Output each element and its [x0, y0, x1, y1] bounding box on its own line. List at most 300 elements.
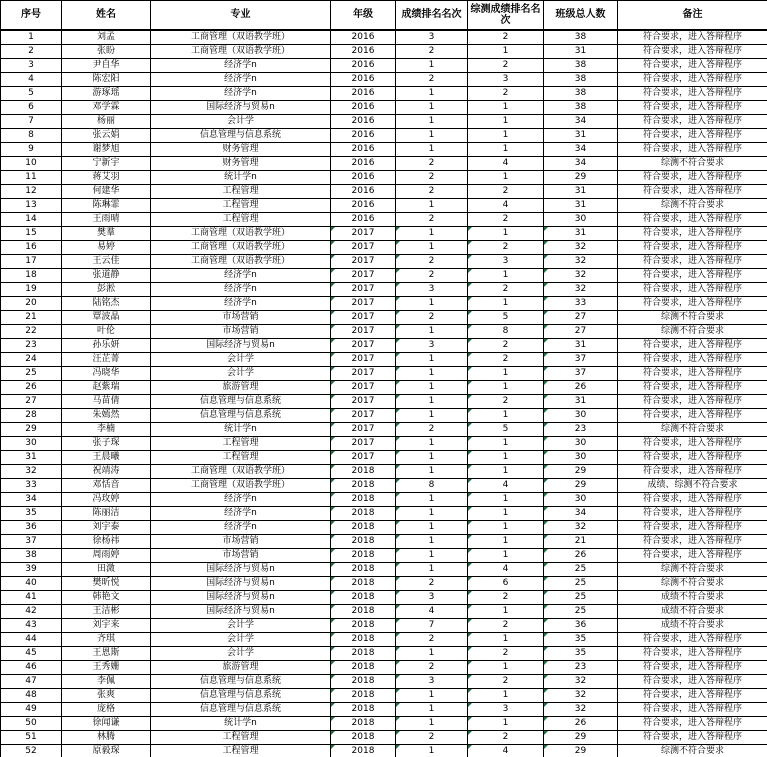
cell-score-rank[interactable]: 1 [396, 353, 468, 367]
cell-grade[interactable]: 2018 [331, 689, 396, 703]
cell-remark[interactable]: 符合要求，进入答辩程序 [618, 689, 767, 703]
cell-grade[interactable]: 2018 [331, 479, 396, 493]
cell-comprehensive-rank[interactable]: 2 [468, 591, 544, 605]
cell-comprehensive-rank[interactable]: 1 [468, 381, 544, 395]
cell-score-rank[interactable]: 3 [396, 339, 468, 353]
cell-index[interactable]: 4 [1, 73, 62, 87]
cell-major[interactable]: 工程管理 [151, 451, 331, 465]
cell-remark[interactable]: 符合要求，进入答辩程序 [618, 339, 767, 353]
cell-major[interactable]: 会计学 [151, 115, 331, 129]
cell-grade[interactable]: 2017 [331, 437, 396, 451]
cell-remark[interactable]: 符合要求，进入答辩程序 [618, 241, 767, 255]
cell-major[interactable]: 经济学n [151, 269, 331, 283]
col-header-class-size[interactable]: 班级总人数 [544, 1, 618, 31]
cell-index[interactable]: 3 [1, 59, 62, 73]
cell-grade[interactable]: 2018 [331, 563, 396, 577]
cell-major[interactable]: 经济学n [151, 87, 331, 101]
cell-major[interactable]: 工商管理（双语教学班） [151, 30, 331, 45]
cell-grade[interactable]: 2016 [331, 45, 396, 59]
cell-score-rank[interactable]: 2 [396, 213, 468, 227]
cell-class-size[interactable]: 31 [544, 227, 618, 241]
cell-comprehensive-rank[interactable]: 1 [468, 633, 544, 647]
cell-major[interactable]: 市场营销 [151, 549, 331, 563]
cell-index[interactable]: 47 [1, 675, 62, 689]
cell-score-rank[interactable]: 1 [396, 199, 468, 213]
cell-comprehensive-rank[interactable]: 3 [468, 73, 544, 87]
cell-name[interactable]: 周雨婷 [62, 549, 151, 563]
cell-name[interactable]: 彭淞 [62, 283, 151, 297]
cell-major[interactable]: 工商管理（双语教学班） [151, 255, 331, 269]
cell-score-rank[interactable]: 1 [396, 493, 468, 507]
cell-index[interactable]: 31 [1, 451, 62, 465]
cell-remark[interactable]: 综测不符合要求 [618, 423, 767, 437]
cell-score-rank[interactable]: 1 [396, 437, 468, 451]
cell-remark[interactable]: 符合要求，进入答辩程序 [618, 381, 767, 395]
cell-name[interactable]: 刘宇来 [62, 619, 151, 633]
cell-remark[interactable]: 综测不符合要求 [618, 311, 767, 325]
cell-index[interactable]: 52 [1, 745, 62, 757]
cell-score-rank[interactable]: 1 [396, 451, 468, 465]
cell-comprehensive-rank[interactable]: 1 [468, 297, 544, 311]
cell-comprehensive-rank[interactable]: 1 [468, 115, 544, 129]
cell-grade[interactable]: 2016 [331, 185, 396, 199]
cell-grade[interactable]: 2016 [331, 30, 396, 45]
cell-grade[interactable]: 2018 [331, 507, 396, 521]
cell-comprehensive-rank[interactable]: 4 [468, 479, 544, 493]
cell-index[interactable]: 13 [1, 199, 62, 213]
cell-class-size[interactable]: 25 [544, 563, 618, 577]
cell-class-size[interactable]: 38 [544, 101, 618, 115]
cell-score-rank[interactable]: 2 [396, 633, 468, 647]
cell-name[interactable]: 张爽 [62, 689, 151, 703]
cell-class-size[interactable]: 37 [544, 353, 618, 367]
cell-grade[interactable]: 2018 [331, 535, 396, 549]
cell-name[interactable]: 樊羣 [62, 227, 151, 241]
cell-index[interactable]: 35 [1, 507, 62, 521]
cell-index[interactable]: 20 [1, 297, 62, 311]
cell-major[interactable]: 工程管理 [151, 437, 331, 451]
cell-index[interactable]: 22 [1, 325, 62, 339]
cell-comprehensive-rank[interactable]: 3 [468, 703, 544, 717]
cell-name[interactable]: 原毅琛 [62, 745, 151, 757]
cell-score-rank[interactable]: 1 [396, 241, 468, 255]
cell-comprehensive-rank[interactable]: 1 [468, 507, 544, 521]
cell-major[interactable]: 市场营销 [151, 311, 331, 325]
cell-grade[interactable]: 2016 [331, 73, 396, 87]
cell-name[interactable]: 张道静 [62, 269, 151, 283]
cell-comprehensive-rank[interactable]: 2 [468, 87, 544, 101]
cell-remark[interactable]: 符合要求，进入答辩程序 [618, 717, 767, 731]
cell-class-size[interactable]: 26 [544, 549, 618, 563]
cell-grade[interactable]: 2018 [331, 731, 396, 745]
cell-name[interactable]: 赵紫瑞 [62, 381, 151, 395]
cell-name[interactable]: 王洁彬 [62, 605, 151, 619]
cell-grade[interactable]: 2018 [331, 647, 396, 661]
cell-grade[interactable]: 2018 [331, 675, 396, 689]
cell-score-rank[interactable]: 1 [396, 521, 468, 535]
cell-name[interactable]: 易婷 [62, 241, 151, 255]
cell-major[interactable]: 工程管理 [151, 213, 331, 227]
cell-class-size[interactable]: 29 [544, 171, 618, 185]
cell-grade[interactable]: 2016 [331, 59, 396, 73]
cell-index[interactable]: 38 [1, 549, 62, 563]
cell-name[interactable]: 徐闻谦 [62, 717, 151, 731]
cell-index[interactable]: 16 [1, 241, 62, 255]
cell-comprehensive-rank[interactable]: 1 [468, 521, 544, 535]
cell-remark[interactable]: 综测不符合要求 [618, 325, 767, 339]
cell-major[interactable]: 经济学n [151, 283, 331, 297]
cell-remark[interactable]: 符合要求，进入答辩程序 [618, 213, 767, 227]
cell-index[interactable]: 14 [1, 213, 62, 227]
cell-grade[interactable]: 2017 [331, 283, 396, 297]
cell-class-size[interactable]: 34 [544, 157, 618, 171]
cell-name[interactable]: 叶伦 [62, 325, 151, 339]
cell-name[interactable]: 徐杨祎 [62, 535, 151, 549]
cell-score-rank[interactable]: 1 [396, 367, 468, 381]
cell-score-rank[interactable]: 2 [396, 269, 468, 283]
cell-class-size[interactable]: 30 [544, 213, 618, 227]
cell-grade[interactable]: 2016 [331, 101, 396, 115]
cell-name[interactable]: 陈丽洁 [62, 507, 151, 521]
cell-index[interactable]: 41 [1, 591, 62, 605]
cell-comprehensive-rank[interactable]: 2 [468, 675, 544, 689]
cell-class-size[interactable]: 23 [544, 661, 618, 675]
cell-remark[interactable]: 符合要求，进入答辩程序 [618, 703, 767, 717]
cell-score-rank[interactable]: 1 [396, 143, 468, 157]
cell-class-size[interactable]: 32 [544, 521, 618, 535]
cell-major[interactable]: 财务管理 [151, 143, 331, 157]
cell-comprehensive-rank[interactable]: 1 [468, 689, 544, 703]
cell-index[interactable]: 9 [1, 143, 62, 157]
col-header-name[interactable]: 姓名 [62, 1, 151, 31]
cell-name[interactable]: 游琢瑶 [62, 87, 151, 101]
cell-score-rank[interactable]: 1 [396, 745, 468, 757]
cell-remark[interactable]: 符合要求，进入答辩程序 [618, 661, 767, 675]
cell-index[interactable]: 7 [1, 115, 62, 129]
cell-index[interactable]: 10 [1, 157, 62, 171]
cell-score-rank[interactable]: 2 [396, 311, 468, 325]
cell-class-size[interactable]: 29 [544, 731, 618, 745]
cell-comprehensive-rank[interactable]: 2 [468, 283, 544, 297]
cell-name[interactable]: 庞格 [62, 703, 151, 717]
cell-index[interactable]: 51 [1, 731, 62, 745]
cell-comprehensive-rank[interactable]: 1 [468, 367, 544, 381]
cell-remark[interactable]: 符合要求，进入答辩程序 [618, 521, 767, 535]
cell-grade[interactable]: 2016 [331, 171, 396, 185]
cell-grade[interactable]: 2017 [331, 297, 396, 311]
cell-grade[interactable]: 2018 [331, 521, 396, 535]
cell-name[interactable]: 孙乐妍 [62, 339, 151, 353]
cell-score-rank[interactable]: 7 [396, 619, 468, 633]
cell-major[interactable]: 经济学n [151, 59, 331, 73]
cell-index[interactable]: 45 [1, 647, 62, 661]
cell-score-rank[interactable]: 4 [396, 605, 468, 619]
cell-name[interactable]: 邓学霖 [62, 101, 151, 115]
cell-grade[interactable]: 2017 [331, 311, 396, 325]
cell-grade[interactable]: 2018 [331, 717, 396, 731]
cell-major[interactable]: 信息管理与信息系统 [151, 689, 331, 703]
cell-remark[interactable]: 综测不符合要求 [618, 157, 767, 171]
cell-comprehensive-rank[interactable]: 1 [468, 493, 544, 507]
cell-comprehensive-rank[interactable]: 5 [468, 311, 544, 325]
cell-class-size[interactable]: 32 [544, 689, 618, 703]
cell-class-size[interactable]: 31 [544, 339, 618, 353]
cell-class-size[interactable]: 32 [544, 283, 618, 297]
cell-remark[interactable]: 符合要求，进入答辩程序 [618, 535, 767, 549]
cell-remark[interactable]: 符合要求，进入答辩程序 [618, 451, 767, 465]
cell-index[interactable]: 42 [1, 605, 62, 619]
cell-remark[interactable]: 符合要求，进入答辩程序 [618, 115, 767, 129]
cell-name[interactable]: 宁新宇 [62, 157, 151, 171]
cell-comprehensive-rank[interactable]: 2 [468, 395, 544, 409]
cell-comprehensive-rank[interactable]: 2 [468, 647, 544, 661]
cell-score-rank[interactable]: 2 [396, 185, 468, 199]
cell-index[interactable]: 32 [1, 465, 62, 479]
cell-major[interactable]: 工程管理 [151, 185, 331, 199]
cell-major[interactable]: 旅游管理 [151, 661, 331, 675]
cell-grade[interactable]: 2016 [331, 213, 396, 227]
cell-major[interactable]: 国际经济与贸易n [151, 101, 331, 115]
cell-remark[interactable]: 成绩不符合要求 [618, 605, 767, 619]
cell-index[interactable]: 15 [1, 227, 62, 241]
cell-score-rank[interactable]: 2 [396, 423, 468, 437]
cell-comprehensive-rank[interactable]: 1 [468, 45, 544, 59]
cell-comprehensive-rank[interactable]: 6 [468, 577, 544, 591]
cell-major[interactable]: 经济学n [151, 297, 331, 311]
col-header-score-rank[interactable]: 成绩排名名次 [396, 1, 468, 31]
cell-grade[interactable]: 2016 [331, 87, 396, 101]
cell-grade[interactable]: 2016 [331, 199, 396, 213]
cell-score-rank[interactable]: 1 [396, 409, 468, 423]
cell-name[interactable]: 张子琛 [62, 437, 151, 451]
cell-major[interactable]: 工商管理（双语教学班） [151, 227, 331, 241]
cell-class-size[interactable]: 31 [544, 395, 618, 409]
cell-comprehensive-rank[interactable]: 2 [468, 339, 544, 353]
cell-remark[interactable]: 综测不符合要求 [618, 577, 767, 591]
cell-score-rank[interactable]: 1 [396, 227, 468, 241]
cell-remark[interactable]: 成绩、综测不符合要求 [618, 479, 767, 493]
cell-class-size[interactable]: 38 [544, 59, 618, 73]
cell-remark[interactable]: 符合要求，进入答辩程序 [618, 255, 767, 269]
cell-comprehensive-rank[interactable]: 1 [468, 437, 544, 451]
cell-index[interactable]: 2 [1, 45, 62, 59]
cell-major[interactable]: 工程管理 [151, 199, 331, 213]
cell-major[interactable]: 工商管理（双语教学班） [151, 45, 331, 59]
cell-score-rank[interactable]: 2 [396, 731, 468, 745]
cell-remark[interactable]: 符合要求，进入答辩程序 [618, 409, 767, 423]
cell-class-size[interactable]: 33 [544, 297, 618, 311]
cell-major[interactable]: 工程管理 [151, 745, 331, 757]
cell-remark[interactable]: 符合要求，进入答辩程序 [618, 353, 767, 367]
cell-grade[interactable]: 2018 [331, 465, 396, 479]
cell-major[interactable]: 市场营销 [151, 535, 331, 549]
cell-comprehensive-rank[interactable]: 1 [468, 101, 544, 115]
cell-index[interactable]: 28 [1, 409, 62, 423]
cell-index[interactable]: 40 [1, 577, 62, 591]
cell-remark[interactable]: 符合要求，进入答辩程序 [618, 227, 767, 241]
cell-grade[interactable]: 2017 [331, 381, 396, 395]
cell-name[interactable]: 王恩斯 [62, 647, 151, 661]
col-header-remark[interactable]: 备注 [618, 1, 767, 31]
cell-comprehensive-rank[interactable]: 1 [468, 143, 544, 157]
cell-remark[interactable]: 符合要求，进入答辩程序 [618, 395, 767, 409]
cell-name[interactable]: 覃波晶 [62, 311, 151, 325]
cell-comprehensive-rank[interactable]: 1 [468, 605, 544, 619]
cell-grade[interactable]: 2018 [331, 605, 396, 619]
cell-comprehensive-rank[interactable]: 2 [468, 353, 544, 367]
cell-major[interactable]: 信息管理与信息系统 [151, 129, 331, 143]
cell-class-size[interactable]: 25 [544, 605, 618, 619]
cell-class-size[interactable]: 29 [544, 465, 618, 479]
cell-grade[interactable]: 2017 [331, 325, 396, 339]
cell-comprehensive-rank[interactable]: 2 [468, 59, 544, 73]
cell-index[interactable]: 43 [1, 619, 62, 633]
cell-grade[interactable]: 2018 [331, 619, 396, 633]
cell-name[interactable]: 祝靖涛 [62, 465, 151, 479]
cell-remark[interactable]: 符合要求，进入答辩程序 [618, 101, 767, 115]
cell-index[interactable]: 29 [1, 423, 62, 437]
cell-comprehensive-rank[interactable]: 1 [468, 171, 544, 185]
cell-class-size[interactable]: 38 [544, 73, 618, 87]
cell-name[interactable]: 王雨晴 [62, 213, 151, 227]
cell-index[interactable]: 18 [1, 269, 62, 283]
cell-name[interactable]: 李楠 [62, 423, 151, 437]
cell-comprehensive-rank[interactable]: 2 [468, 30, 544, 45]
cell-score-rank[interactable]: 1 [396, 325, 468, 339]
cell-remark[interactable]: 综测不符合要求 [618, 199, 767, 213]
cell-score-rank[interactable]: 1 [396, 703, 468, 717]
cell-comprehensive-rank[interactable]: 4 [468, 563, 544, 577]
cell-class-size[interactable]: 38 [544, 87, 618, 101]
cell-class-size[interactable]: 34 [544, 507, 618, 521]
cell-index[interactable]: 25 [1, 367, 62, 381]
cell-major[interactable]: 工商管理（双语教学班） [151, 241, 331, 255]
cell-name[interactable]: 王晨曦 [62, 451, 151, 465]
cell-name[interactable]: 韩艳文 [62, 591, 151, 605]
cell-grade[interactable]: 2017 [331, 227, 396, 241]
col-header-comprehensive-rank[interactable]: 综测成绩排名名次 [468, 1, 544, 31]
cell-index[interactable]: 5 [1, 87, 62, 101]
cell-name[interactable]: 陆铭杰 [62, 297, 151, 311]
cell-index[interactable]: 48 [1, 689, 62, 703]
cell-major[interactable]: 统计学n [151, 717, 331, 731]
col-header-grade[interactable]: 年级 [331, 1, 396, 31]
cell-score-rank[interactable]: 1 [396, 87, 468, 101]
cell-remark[interactable]: 符合要求，进入答辩程序 [618, 59, 767, 73]
cell-grade[interactable]: 2016 [331, 157, 396, 171]
cell-remark[interactable]: 符合要求，进入答辩程序 [618, 283, 767, 297]
cell-remark[interactable]: 符合要求，进入答辩程序 [618, 465, 767, 479]
cell-index[interactable]: 8 [1, 129, 62, 143]
cell-major[interactable]: 信息管理与信息系统 [151, 395, 331, 409]
cell-score-rank[interactable]: 3 [396, 675, 468, 689]
cell-remark[interactable]: 符合要求，进入答辩程序 [618, 87, 767, 101]
cell-name[interactable]: 蒋艾羽 [62, 171, 151, 185]
cell-class-size[interactable]: 35 [544, 633, 618, 647]
cell-score-rank[interactable]: 3 [396, 30, 468, 45]
cell-index[interactable]: 27 [1, 395, 62, 409]
cell-index[interactable]: 36 [1, 521, 62, 535]
cell-remark[interactable]: 符合要求，进入答辩程序 [618, 367, 767, 381]
cell-name[interactable]: 谢梦旭 [62, 143, 151, 157]
cell-index[interactable]: 11 [1, 171, 62, 185]
cell-major[interactable]: 旅游管理 [151, 381, 331, 395]
cell-major[interactable]: 经济学n [151, 507, 331, 521]
cell-class-size[interactable]: 27 [544, 325, 618, 339]
cell-name[interactable]: 马苗倩 [62, 395, 151, 409]
cell-index[interactable]: 37 [1, 535, 62, 549]
cell-grade[interactable]: 2018 [331, 745, 396, 757]
cell-remark[interactable]: 符合要求，进入答辩程序 [618, 647, 767, 661]
cell-score-rank[interactable]: 1 [396, 507, 468, 521]
cell-name[interactable]: 王秀姗 [62, 661, 151, 675]
cell-score-rank[interactable]: 1 [396, 101, 468, 115]
cell-comprehensive-rank[interactable]: 2 [468, 213, 544, 227]
cell-major[interactable]: 市场营销 [151, 325, 331, 339]
col-header-major[interactable]: 专业 [151, 1, 331, 31]
cell-grade[interactable]: 2018 [331, 591, 396, 605]
cell-comprehensive-rank[interactable]: 1 [468, 535, 544, 549]
cell-comprehensive-rank[interactable]: 1 [468, 129, 544, 143]
cell-score-rank[interactable]: 2 [396, 171, 468, 185]
cell-class-size[interactable]: 35 [544, 647, 618, 661]
cell-name[interactable]: 陈宏阳 [62, 73, 151, 87]
cell-index[interactable]: 6 [1, 101, 62, 115]
cell-comprehensive-rank[interactable]: 5 [468, 423, 544, 437]
cell-grade[interactable]: 2017 [331, 269, 396, 283]
cell-major[interactable]: 经济学n [151, 493, 331, 507]
cell-class-size[interactable]: 21 [544, 535, 618, 549]
cell-major[interactable]: 信息管理与信息系统 [151, 675, 331, 689]
cell-score-rank[interactable]: 2 [396, 157, 468, 171]
cell-remark[interactable]: 符合要求，进入答辩程序 [618, 30, 767, 45]
cell-name[interactable]: 李佩 [62, 675, 151, 689]
cell-remark[interactable]: 符合要求，进入答辩程序 [618, 549, 767, 563]
cell-score-rank[interactable]: 2 [396, 661, 468, 675]
cell-comprehensive-rank[interactable]: 2 [468, 185, 544, 199]
cell-remark[interactable]: 成绩不符合要求 [618, 619, 767, 633]
cell-name[interactable]: 朱嫣然 [62, 409, 151, 423]
cell-name[interactable]: 杨丽 [62, 115, 151, 129]
cell-index[interactable]: 49 [1, 703, 62, 717]
cell-comprehensive-rank[interactable]: 8 [468, 325, 544, 339]
cell-name[interactable]: 冯晓华 [62, 367, 151, 381]
cell-score-rank[interactable]: 1 [396, 129, 468, 143]
cell-score-rank[interactable]: 1 [396, 647, 468, 661]
cell-major[interactable]: 国际经济与贸易n [151, 591, 331, 605]
cell-remark[interactable]: 符合要求，进入答辩程序 [618, 171, 767, 185]
cell-major[interactable]: 工商管理（双语教学班） [151, 479, 331, 493]
cell-comprehensive-rank[interactable]: 2 [468, 731, 544, 745]
cell-name[interactable]: 汪芷菁 [62, 353, 151, 367]
cell-remark[interactable]: 符合要求，进入答辩程序 [618, 73, 767, 87]
cell-class-size[interactable]: 34 [544, 143, 618, 157]
cell-score-rank[interactable]: 8 [396, 479, 468, 493]
cell-score-rank[interactable]: 3 [396, 283, 468, 297]
cell-comprehensive-rank[interactable]: 4 [468, 157, 544, 171]
cell-index[interactable]: 34 [1, 493, 62, 507]
cell-score-rank[interactable]: 1 [396, 297, 468, 311]
cell-major[interactable]: 会计学 [151, 353, 331, 367]
cell-index[interactable]: 23 [1, 339, 62, 353]
cell-index[interactable]: 44 [1, 633, 62, 647]
cell-remark[interactable]: 符合要求，进入答辩程序 [618, 143, 767, 157]
cell-score-rank[interactable]: 1 [396, 115, 468, 129]
cell-score-rank[interactable]: 2 [396, 577, 468, 591]
cell-remark[interactable]: 符合要求，进入答辩程序 [618, 731, 767, 745]
cell-remark[interactable]: 符合要求，进入答辩程序 [618, 437, 767, 451]
cell-grade[interactable]: 2017 [331, 367, 396, 381]
